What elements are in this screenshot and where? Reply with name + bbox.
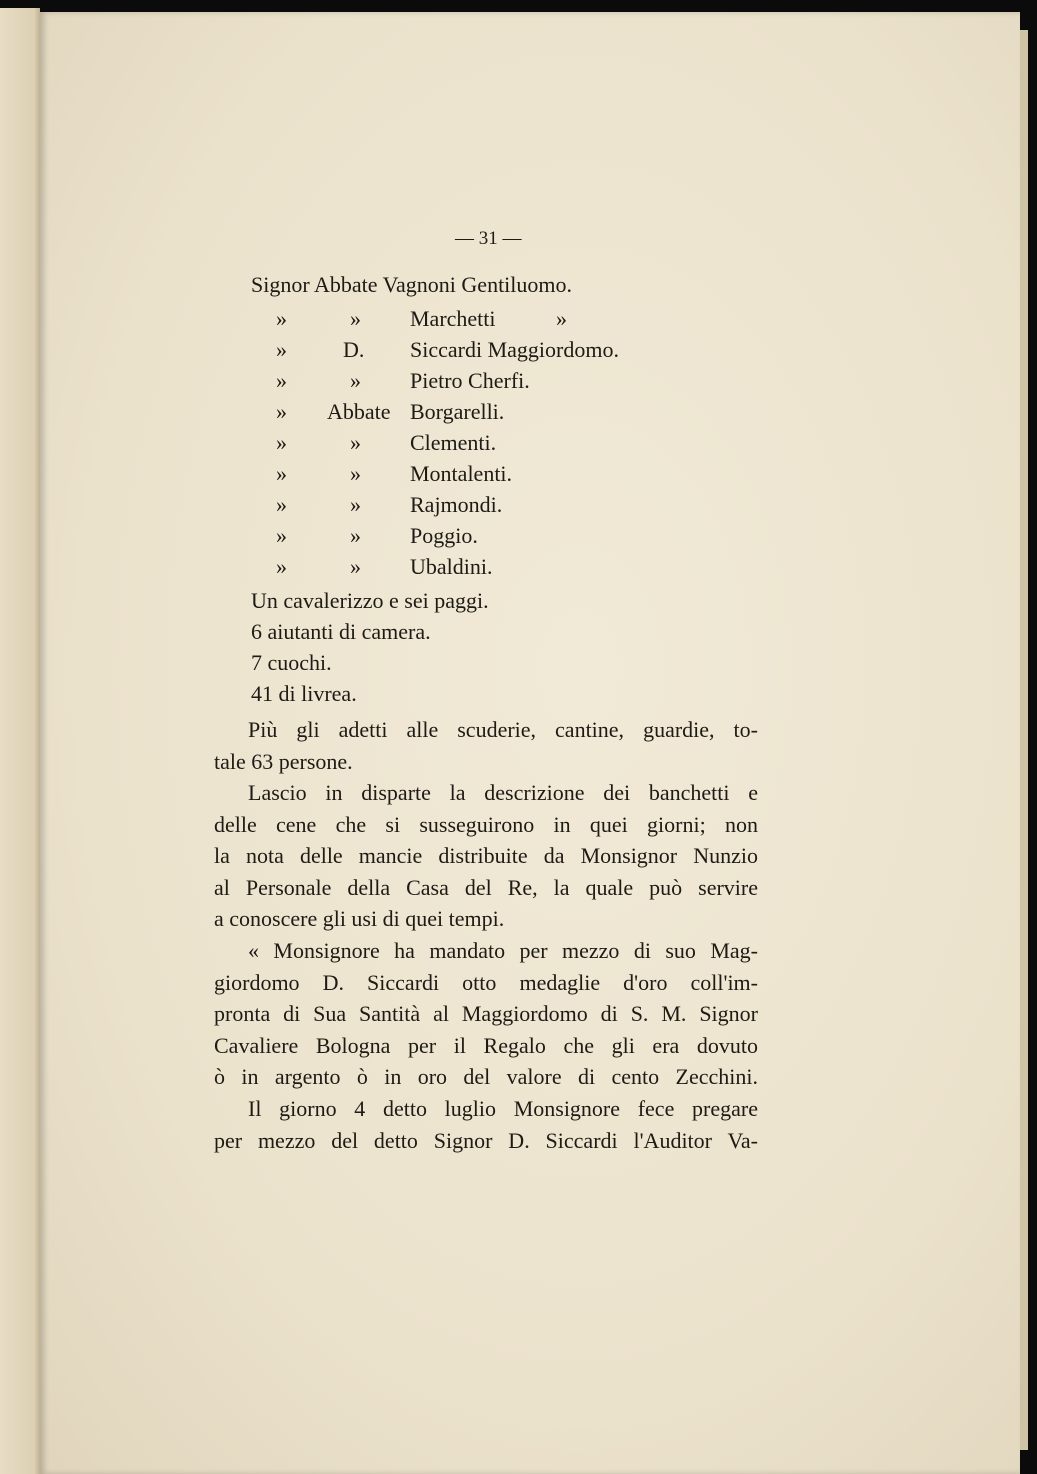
right-page-edge <box>1020 30 1028 1450</box>
staff-summary-line: 41 di livrea. <box>251 681 357 706</box>
ditto-mark: » <box>276 554 287 579</box>
ditto-mark: » <box>276 399 287 424</box>
text-line: per mezzo del detto Signor D. Siccardi l'Auditor Va- <box>214 1127 758 1153</box>
ditto-mark: » <box>276 523 287 548</box>
text-line: tale 63 persone. <box>214 748 353 774</box>
paragraph <box>214 935 758 1093</box>
text-line: « Monsignore ha mandato per mezzo di suo Mag- <box>248 938 758 963</box>
staff-name: Poggio. <box>410 523 478 548</box>
left-page-edge <box>0 8 40 1474</box>
staff-name: Montalenti. <box>410 461 513 486</box>
text-line: giordomo D. Siccardi otto medaglie d'oro coll'im- <box>214 969 758 995</box>
staff-name: Ubaldini. <box>410 554 493 579</box>
text-line: la nota delle mancie distribuite da Monsignor Nunzio <box>214 843 758 869</box>
staff-name: Clementi. <box>410 430 497 455</box>
staff-name: Siccardi Maggiordomo. <box>410 337 619 362</box>
paragraph <box>214 777 758 935</box>
ditto-mark: » <box>276 306 287 331</box>
paragraph <box>214 714 758 777</box>
staff-name: Rajmondi. <box>410 492 503 517</box>
staff-name: Pietro Cherfi. <box>410 368 530 393</box>
text-line: a conoscere gli usi di quei tempi. <box>214 906 505 932</box>
text-line: al Personale della Casa del Re, la quale può servire <box>214 874 758 900</box>
staff-title: D. <box>343 337 365 362</box>
text-line: Il giorno 4 detto luglio Monsignore fece pregare <box>248 1096 758 1121</box>
ditto-mark: » <box>350 492 361 517</box>
text-line: Lascio in disparte la descrizione dei banchetti e <box>248 780 758 805</box>
ditto-mark: » <box>350 523 361 548</box>
text-line: Cavaliere Bologna per il Regalo che gli era dovuto <box>214 1032 758 1058</box>
staff-summary-line: 7 cuochi. <box>251 650 332 675</box>
ditto-mark: » <box>350 430 361 455</box>
staff-name: Borgarelli. <box>410 399 505 424</box>
staff-name: Marchetti <box>410 306 496 331</box>
text-line: ò in argento ò in oro del valore di cento Zecchini. <box>214 1064 758 1090</box>
ditto-mark: » <box>350 461 361 486</box>
staff-title: Abbate <box>327 399 391 424</box>
staff-summary-line: 6 aiutanti di camera. <box>251 619 431 644</box>
ditto-mark: » <box>276 492 287 517</box>
staff-list-first-line: Signor Abbate Vagnoni Gentiluomo. <box>251 272 573 297</box>
staff-summary-line: Un cavalerizzo e sei paggi. <box>251 588 489 613</box>
ditto-mark: » <box>276 430 287 455</box>
paragraph <box>214 1093 758 1156</box>
ditto-mark: » <box>556 306 567 331</box>
ditto-mark: » <box>276 461 287 486</box>
ditto-mark: » <box>350 306 361 331</box>
ditto-mark: » <box>350 554 361 579</box>
ditto-mark: » <box>276 337 287 362</box>
text-line: pronta di Sua Santità al Maggiordomo di S. M. Signor <box>214 1001 758 1027</box>
page-number: — 31 — <box>455 228 522 249</box>
text-line: delle cene che si susseguirono in quei giorni; non <box>214 811 758 837</box>
text-line: Più gli adetti alle scuderie, cantine, guardie, to- <box>248 717 758 742</box>
ditto-mark: » <box>276 368 287 393</box>
ditto-mark: » <box>350 368 361 393</box>
